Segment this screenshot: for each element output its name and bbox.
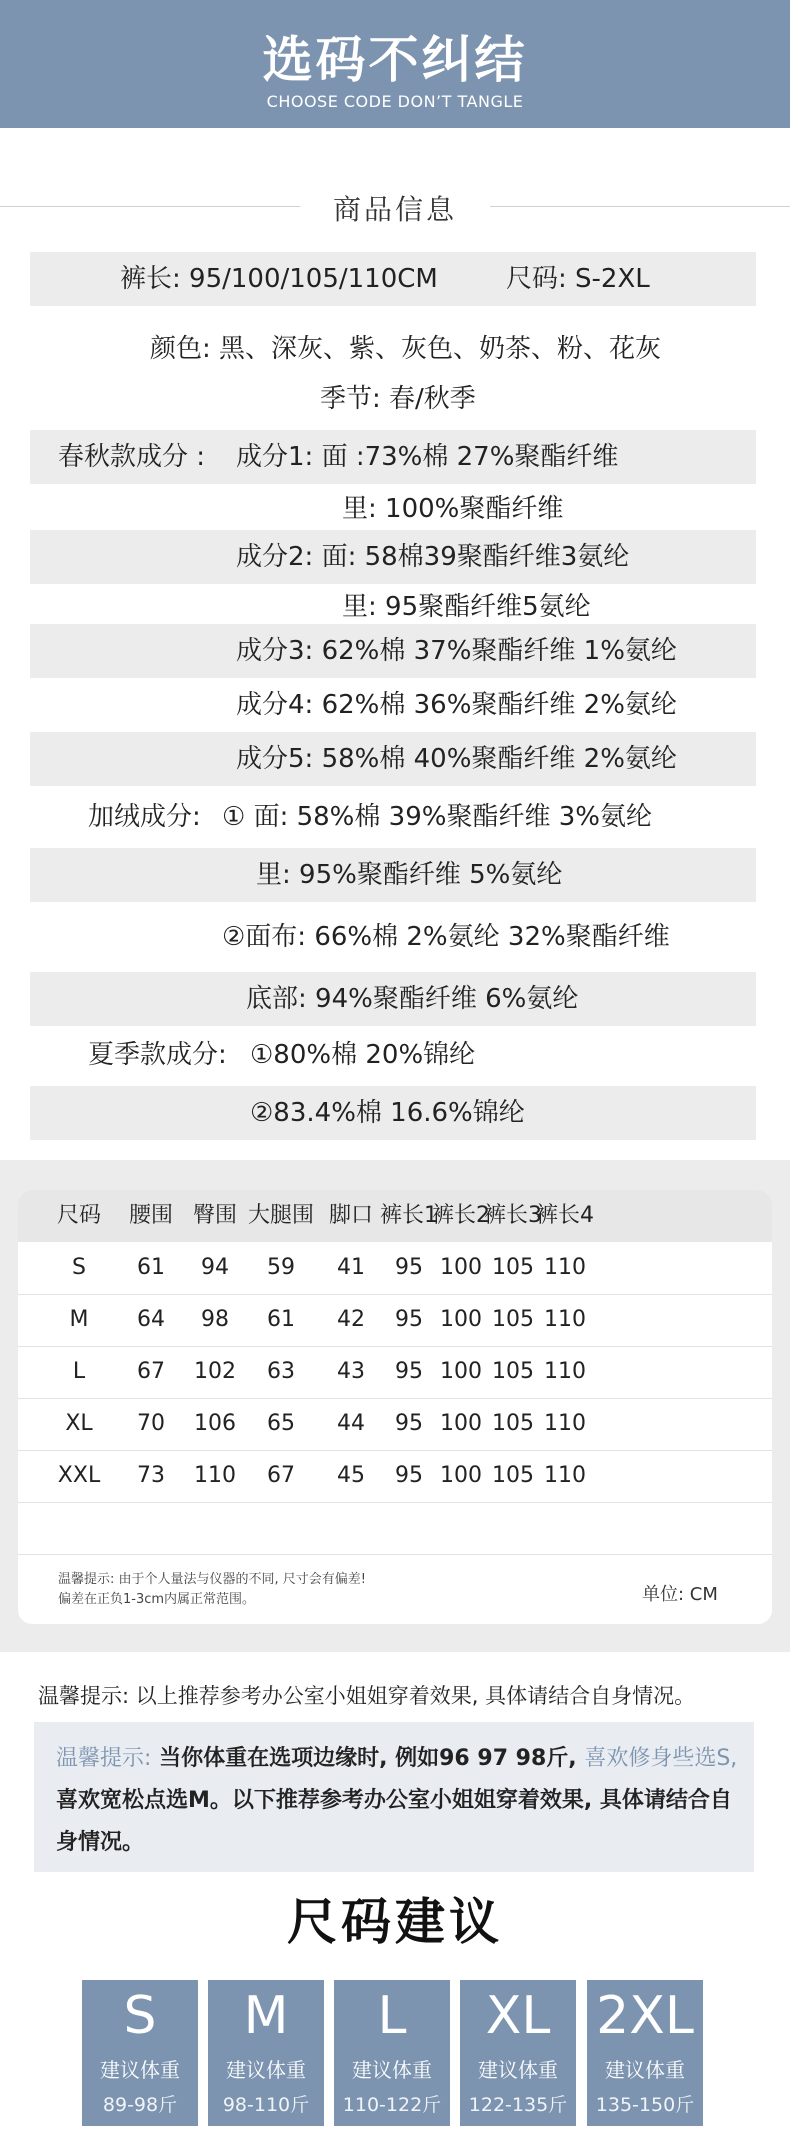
table-note-line1: 温馨提示: 由于个人量法与仪器的不同, 尺寸会有偏差! xyxy=(58,1572,366,1587)
summer-label: 夏季款成分: xyxy=(88,1040,227,1070)
size-advice-size: S xyxy=(123,1986,157,2046)
size-advice-label: 建议体重 xyxy=(100,2058,180,2082)
table-cell: 41 xyxy=(337,1255,365,1280)
section-title: 商品信息 xyxy=(332,193,457,226)
table-cell: 100 xyxy=(440,1255,482,1280)
size-table-section xyxy=(0,1160,790,1652)
summer-composition-2: ②83.4%棉 16.6%锦纶 xyxy=(250,1098,525,1128)
table-cell: 106 xyxy=(194,1411,236,1436)
spring-composition-2-lining: 里: 95聚酯纤维5氨纶 xyxy=(342,592,591,622)
table-cell: 110 xyxy=(544,1255,586,1280)
size-advice-card xyxy=(208,1980,324,2126)
table-header-cell: 裤长3 xyxy=(484,1203,542,1228)
tip-box xyxy=(34,1722,754,1872)
table-cell: XXL xyxy=(57,1463,101,1488)
size-advice-size: M xyxy=(243,1986,289,2046)
table-cell: 105 xyxy=(492,1463,534,1488)
header-banner xyxy=(0,0,790,128)
table-header-cell: 臀围 xyxy=(192,1203,237,1228)
size-advice-card xyxy=(334,1980,450,2126)
spring-composition-5: 成分5: 58%棉 40%聚酯纤维 2%氨纶 xyxy=(236,744,677,774)
tip-box-accent: 喜欢修身些选S, xyxy=(584,1746,738,1771)
table-cell: 64 xyxy=(137,1307,165,1332)
size-advice-range: 89-98斤 xyxy=(102,2094,178,2116)
table-cell: 100 xyxy=(440,1463,482,1488)
size-advice-label: 建议体重 xyxy=(478,2058,558,2082)
table-cell: 67 xyxy=(267,1463,295,1488)
spring-composition-4: 成分4: 62%棉 36%聚酯纤维 2%氨纶 xyxy=(236,690,677,720)
table-header-cell: 腰围 xyxy=(128,1203,173,1228)
table-cell: 110 xyxy=(544,1411,586,1436)
table-cell: 105 xyxy=(492,1359,534,1384)
spring-composition-2-face: 成分2: 面: 58棉39聚酯纤维3氨纶 xyxy=(236,542,630,572)
table-cell: 110 xyxy=(544,1307,586,1332)
size-advice-size: XL xyxy=(485,1986,551,2046)
table-cell: 110 xyxy=(194,1463,236,1488)
tip-box-part2: 喜欢宽松点选M。以下推荐参考办公室小姐姐穿着效果, 具体请结合自身情况。 xyxy=(56,1788,732,1855)
table-cell: 98 xyxy=(201,1307,229,1332)
length-text: 裤长: 95/100/105/110CM xyxy=(120,264,438,294)
fleece-composition-1-lining: 里: 95%聚酯纤维 5%氨纶 xyxy=(256,860,563,890)
table-cell: 45 xyxy=(337,1463,365,1488)
size-advice-card xyxy=(587,1980,703,2126)
general-tip: 温馨提示: 以上推荐参考办公室小姐姐穿着效果, 具体请结合自身情况。 xyxy=(38,1684,696,1708)
table-cell: 70 xyxy=(137,1411,165,1436)
table-cell: 105 xyxy=(492,1307,534,1332)
table-header-cell: 裤长4 xyxy=(536,1203,594,1228)
table-cell: 102 xyxy=(194,1359,236,1384)
table-cell: 95 xyxy=(395,1307,423,1332)
size-advice-range: 135-150斤 xyxy=(595,2094,695,2116)
table-cell: L xyxy=(72,1359,86,1384)
size-range-text: 尺码: S-2XL xyxy=(506,264,650,294)
table-row-divider xyxy=(18,1502,772,1503)
table-cell: 95 xyxy=(395,1463,423,1488)
size-advice-range: 110-122斤 xyxy=(342,2094,442,2116)
banner-title: 选码不纠结 xyxy=(262,31,528,89)
table-cell: 43 xyxy=(337,1359,365,1384)
table-cell: 44 xyxy=(337,1411,365,1436)
table-cell: 63 xyxy=(267,1359,295,1384)
fleece-composition-1-face: ① 面: 58%棉 39%聚酯纤维 3%氨纶 xyxy=(222,802,652,832)
tip-box-part1: 当你体重在选项边缘时, 例如96 97 98斤, xyxy=(159,1746,577,1771)
size-advice-size: L xyxy=(377,1986,407,2046)
size-advice-range: 98-110斤 xyxy=(222,2094,310,2116)
size-advice-label: 建议体重 xyxy=(352,2058,432,2082)
size-advice-label: 建议体重 xyxy=(226,2058,306,2082)
table-header-cell: 裤长1 xyxy=(380,1203,438,1228)
size-table xyxy=(18,1190,772,1624)
table-header-cell: 裤长2 xyxy=(432,1203,490,1228)
table-cell: XL xyxy=(65,1411,93,1436)
summer-composition-1: ①80%棉 20%锦纶 xyxy=(250,1040,476,1070)
table-cell: 100 xyxy=(440,1307,482,1332)
table-cell: 67 xyxy=(137,1359,165,1384)
table-header-cell: 大腿围 xyxy=(247,1203,314,1228)
table-header-cell: 尺码 xyxy=(56,1203,101,1228)
spring-composition-3: 成分3: 62%棉 37%聚酯纤维 1%氨纶 xyxy=(236,636,677,666)
table-cell: 61 xyxy=(137,1255,165,1280)
size-advice-card xyxy=(460,1980,576,2126)
table-header-cell: 脚口 xyxy=(328,1203,373,1228)
size-advice-size: 2XL xyxy=(596,1986,694,2046)
table-cell: 73 xyxy=(137,1463,165,1488)
size-advice-card xyxy=(82,1980,198,2126)
table-cell: 95 xyxy=(395,1359,423,1384)
table-cell: 95 xyxy=(395,1411,423,1436)
table-cell: S xyxy=(72,1255,86,1280)
table-unit: 单位: CM xyxy=(642,1584,718,1605)
table-cell: M xyxy=(69,1307,89,1332)
table-cell: 110 xyxy=(544,1359,586,1384)
size-advice-label: 建议体重 xyxy=(605,2058,685,2082)
table-cell: 105 xyxy=(492,1255,534,1280)
colors-text: 颜色: 黑、深灰、紫、灰色、奶茶、粉、花灰 xyxy=(150,334,662,364)
table-cell: 105 xyxy=(492,1411,534,1436)
table-cell: 110 xyxy=(544,1463,586,1488)
spring-composition-1-lining: 里: 100%聚酯纤维 xyxy=(342,494,564,524)
tip-box-text xyxy=(56,1738,746,1864)
fleece-label: 加绒成分: xyxy=(88,802,201,832)
table-row-divider xyxy=(18,1554,772,1555)
table-cell: 59 xyxy=(267,1255,295,1280)
banner-subtitle: CHOOSE CODE DON’T TANGLE xyxy=(266,92,524,111)
spring-label: 春秋款成分 : xyxy=(58,442,206,472)
table-cell: 95 xyxy=(395,1255,423,1280)
size-advice-range: 122-135斤 xyxy=(468,2094,568,2116)
table-cell: 94 xyxy=(201,1255,229,1280)
table-cell: 42 xyxy=(337,1307,365,1332)
table-cell: 61 xyxy=(267,1307,295,1332)
fleece-composition-2-bottom: 底部: 94%聚酯纤维 6%氨纶 xyxy=(246,984,579,1014)
tip-box-prefix: 温馨提示: xyxy=(56,1746,152,1771)
table-cell: 65 xyxy=(267,1411,295,1436)
season-text: 季节: 春/秋季 xyxy=(320,384,476,414)
table-cell: 100 xyxy=(440,1411,482,1436)
table-note-line2: 偏差在正负1-3cm内属正常范围。 xyxy=(58,1592,256,1607)
fleece-composition-2-face: ②面布: 66%棉 2%氨纶 32%聚酯纤维 xyxy=(222,922,670,952)
size-advice-title: 尺码建议 xyxy=(287,1893,503,1951)
spring-composition-1-face: 成分1: 面 :73%棉 27%聚酯纤维 xyxy=(236,442,619,472)
table-cell: 100 xyxy=(440,1359,482,1384)
